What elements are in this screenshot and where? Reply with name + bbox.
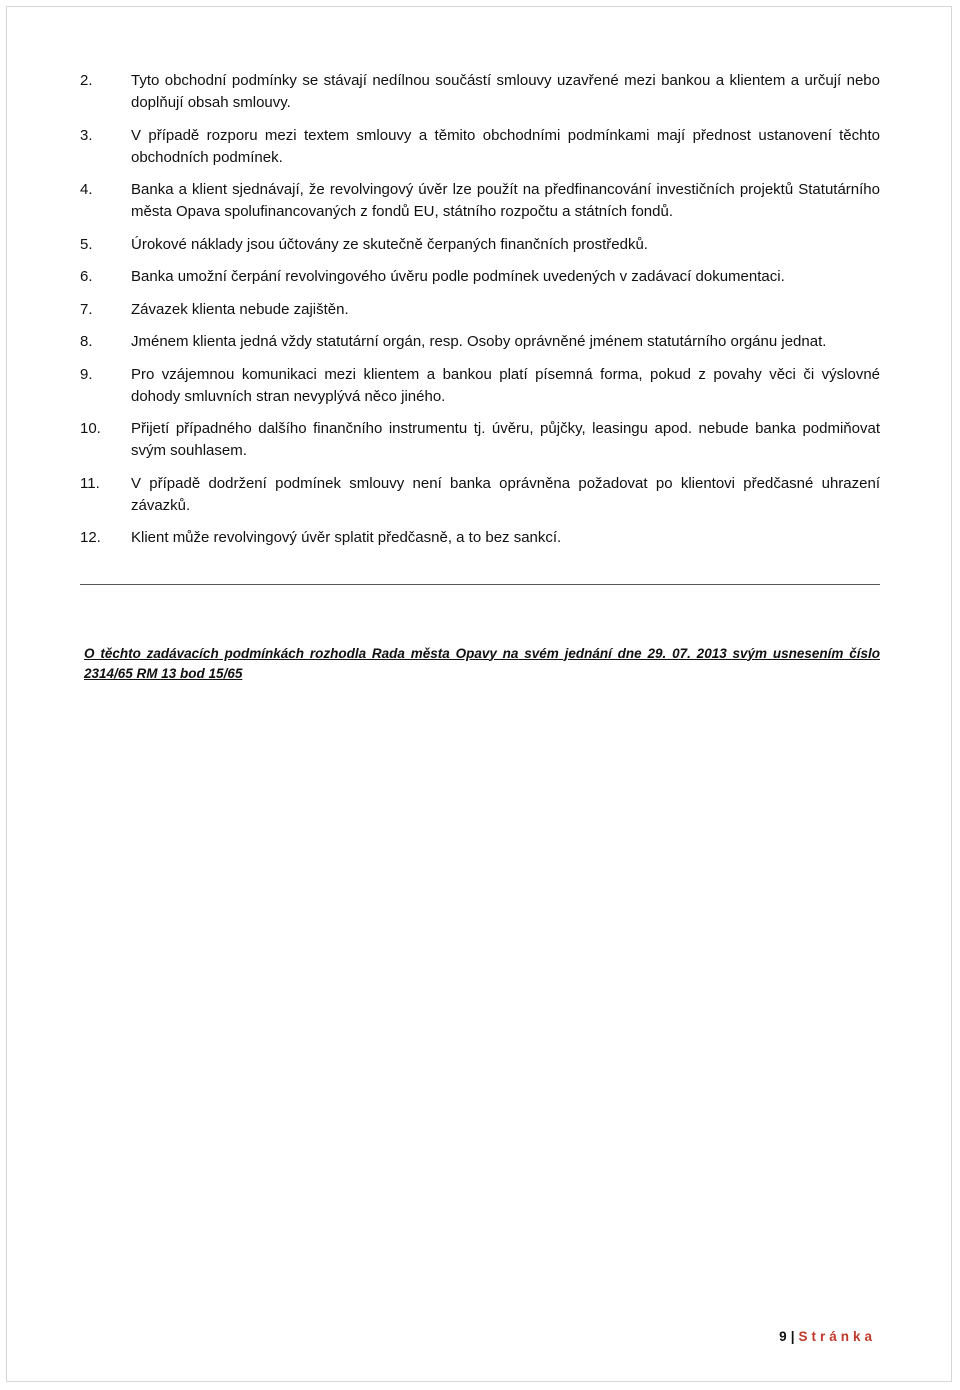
list-item [80,125,880,169]
closing-note: O těchto zadávacích podmínkách rozhodla Rada města Opavy na svém jednání dne 29. 07. 2013 svým usnesením číslo 2314/65 RM 13 bod 15/65 [84,645,880,681]
item-number: 4. [80,181,93,198]
page-footer [779,1328,876,1346]
item-number: 5. [80,235,93,253]
item-text: Tyto obchodní podmínky se stávají nedílnou součástí smlouvy uzavřené mezi bankou a klientem a určují nebo doplňují obsah smlouvy. [131,72,880,111]
item-text: V případě rozporu mezi textem smlouvy a těmito obchodními podmínkami mají přednost ustanovení těchto obchodních podmínek. [131,126,880,166]
item-number: 7. [80,300,93,318]
horizontal-divider [80,584,880,585]
item-text: Klient může revolvingový úvěr splatit předčasně, a to bez sankcí. [131,529,562,546]
list-item [80,527,880,549]
item-text: V případě dodržení podmínek smlouvy není banka oprávněna požadovat po klientovi předčasné uhrazení závazků. [131,474,880,514]
item-text: Přijetí případného dalšího finančního instrumentu tj. úvěru, půjčky, leasingu apod. nebude banka podmiňovat svým souhlasem. [131,420,880,459]
item-text: Úrokové náklady jsou účtovány ze skutečně čerpaných finančních prostředků. [131,235,648,253]
item-number: 2. [80,72,93,89]
item-text: Pro vzájemnou komunikaci mezi klientem a bankou platí písemná forma, pokud z povahy věci či výslovné dohody smluvních stran nevyplývá něco jiného. [131,365,880,405]
conditions-list [80,70,880,560]
list-item [80,473,880,517]
item-text: Banka a klient sjednávají, že revolvingový úvěr lze použít na předfinancování investičních projektů Statutárního města Opava spolufinancovaných z fondů EU, státního rozpočtu a státních fondů. [131,181,880,220]
list-item [80,179,880,223]
list-item [80,418,880,462]
list-item [80,70,880,114]
item-number: 6. [80,268,93,285]
item-number: 11. [80,474,100,492]
list-item [80,331,880,353]
item-text: Banka umožní čerpání revolvingového úvěru podle podmínek uvedených v zadávací dokumentaci. [131,268,785,285]
item-number: 3. [80,126,93,144]
list-item [80,234,880,256]
item-text: Závazek klienta nebude zajištěn. [131,300,349,318]
item-number: 8. [80,333,93,350]
list-item [80,299,880,321]
footer-separator: | [790,1329,795,1344]
page-label: Stránka [798,1329,876,1344]
page-number: 9 [779,1329,787,1344]
item-number: 12. [80,529,101,546]
item-number: 10. [80,420,101,437]
item-number: 9. [80,365,93,383]
list-item [80,364,880,408]
list-item [80,266,880,288]
item-text: Jménem klienta jedná vždy statutární orgán, resp. Osoby oprávněné jménem statutárního orgánu jednat. [131,333,827,350]
